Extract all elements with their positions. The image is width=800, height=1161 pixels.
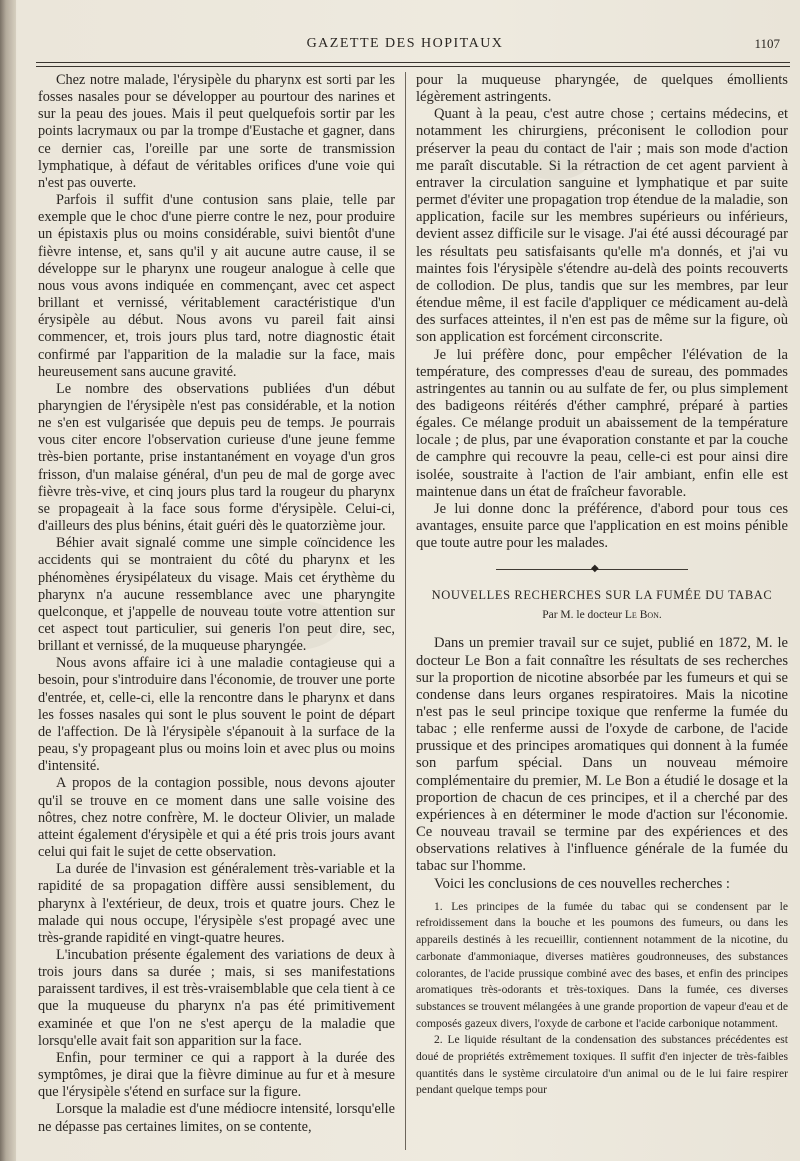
page-number: 1107 — [754, 36, 780, 51]
page-header — [30, 36, 780, 62]
paragraph: L'incubation présente également des variations de deux à trois jours dans sa durée ; mais, si ses manifestations paraissent tardives, il est très-vraisemblable que cela tient à ce que la muqueuse du pharynx n'a pas été primitivement examinée et que l'on ne s'est aperçu de la maladie que lorsqu'elle avait fait son apparition sur la face. — [38, 946, 395, 1049]
header-rule — [36, 62, 790, 67]
byline-author: Le Bon. — [624, 609, 662, 622]
paragraph: Nous avons affaire ici à une maladie contagieuse qui a besoin, pour s'introduire dans l'économie, de trouver une porte d'entrée, et, celle-ci, elle la rencontre dans le pharynx et dans les fosses nasales qui sont le plus souvent le point de départ de l'affection. De là l'érysipèle s'épanouit à la surface de la peau, s'y propageant plus ou moins loin et avec plus ou moins d'intensité. — [38, 655, 395, 775]
paragraph: Le nombre des observations publiées d'un début pharyngien de l'érysipèle n'est pas considérable, et la notion ne s'en est vulgarisée que depuis peu de temps. Je pourrais vous citer encore l'observation curieuse d'une jeune femme très-bien portante, prise instantanément en voyage d'un gros frisson, d'un malaise général, d'un peu de mal de gorge avec fièvre très-vive, et cinq jours plus tard la rougeur du pharynx se propageait à la face sous forme d'érysipèle. Celui-ci, d'ailleurs des plus bénins, était guéri dès le quatorzième jour. — [38, 380, 395, 535]
section-separator — [416, 562, 788, 576]
byline — [416, 609, 788, 621]
paragraph: La durée de l'invasion est généralement très-variable et la rapidité de sa propagation diffère aussi sensiblement, du pharynx à l'extérieur, de deux, trois et quatre jours. Chez le malade qui nous occupe, l'érysipèle s'est propagé avec une très-grande rapidité en vingt-quatre heures. — [38, 861, 395, 946]
paragraph: Lorsque la maladie est d'une médiocre intensité, lorsqu'elle ne dépasse pas certaines limites, on se contente, — [38, 1101, 395, 1135]
section-title: NOUVELLES RECHERCHES SUR LA FUMÉE DU TABAC — [431, 588, 773, 603]
paragraph: Je lui préfère donc, pour empêcher l'élévation de la température, des compresses d'eau de sureau, des pommades astringentes au tannin ou au sulfate de fer, ou plus simplement des badigeons réitérés d'éther camphré, préparé à parties égales. Ce mélange produit un abaissement de la température locale ; de plus, par une évaporation constante et par la couche de camphre qui recouvre la peau, celle-ci est pour ainsi dire isolée, soustraite à l'action de l'air ambiant, enfin elle est maintenue dans un état de fraîcheur favorable. — [416, 346, 788, 500]
paragraph: Quant à la peau, c'est autre chose ; certains médecins, et notamment les chirurgiens, préconisent le collodion pour préserver la peau du contact de l'air ; mais son mode d'action me paraît discutable. Si la rétraction de cet agent parvient à entraver la circulation sanguine et lymphatique et par suite permet d'éviter une propagation trop étendue de la maladie, son application, facile sur les membres supérieurs ou inférieurs, devient assez difficile sur le visage. J'ai été aussi découragé par les résultats peu satisfaisants qu'elle m'a donnés, et j'ai vu maintes fois l'érysipèle s'étendre au-delà des points recouverts de collodion. De plus, tandis que sur les membres, par leur étendue même, il est facile d'appliquer ce médicament au-delà des surfaces atteintes, il n'en est pas de même sur la figure, où son application est forcément circonscrite. — [416, 106, 788, 346]
byline-prefix: Par M. le docteur — [542, 609, 623, 622]
paragraph: Je lui donne donc la préférence, d'abord pour tous ces avantages, ensuite parce que l'application en est moins pénible que toute autre pour les malades. — [416, 500, 788, 552]
left-column — [38, 72, 395, 1136]
paragraph: A propos de la contagion possible, nous devons ajouter qu'il se trouve en ce moment dans une salle voisine des nôtres, chez notre confrère, M. le docteur Olivier, un malade atteint également d'érysipèle et qui a été pris trois jours avant celui qui fait le sujet de cette observation. — [38, 775, 395, 861]
paragraph: Parfois il suffit d'une contusion sans plaie, telle par exemple que le choc d'une pierre contre le nez, pour produire un épistaxis plus ou moins considérable, suivi bientôt d'une fièvre intense, et, sans qu'il y ait aucune autre cause, il se développe sur le pharynx une rougeur analogue à celle que nous vous avons indiquée en commençant, avec cet aspect brillant et vernissé, véritablement caractéristique d'un érysipèle au début. Nous avons vu pareil fait ainsi commencer, et, trois jours plus tard, notre diagnostic était confirmé par l'apparition de la maladie sur la face, mais heureusement sans aucune gravité. — [38, 192, 395, 380]
paragraph: Enfin, pour terminer ce qui a rapport à la durée des symptômes, je dirai que la fièvre diminue au fur et à mesure que l'érysipèle s'étend en surface sur la figure. — [38, 1049, 395, 1101]
publication-title: GAZETTE DES HOPITAUX — [306, 36, 504, 51]
separator-ornament: ◆ — [591, 563, 599, 575]
column-divider — [405, 72, 406, 1150]
paragraph: Dans un premier travail sur ce sujet, publié en 1872, M. le docteur Le Bon a fait connaître les résultats de ses recherches sur la proportion de nicotine absorbée par les fumeurs et qui se condense dans leurs organes respiratoires. Mais la nicotine n'est pas le seul principe toxique que renferme la fumée du tabac ; elle renferme aussi de l'oxyde de carbone, de l'acide prussique et des principes aromatiques qui donnent à la fumée son parfum spécial. Dans un nouveau mémoire complémentaire du premier, M. Le Bon a étudié le dosage et la proportion de chacun de ces principes, et il a cherché par des expériences à en déterminer le mode d'action sur l'économie. Ce nouveau travail se termine par des expériences et des observations relatives à l'influence générale de la fumée du tabac sur l'homme. — [416, 635, 788, 875]
paragraph: pour la muqueuse pharyngée, de quelques émollients légèrement astringents. — [416, 72, 788, 106]
right-column — [416, 72, 788, 1099]
conclusion-item: 2. Le liquide résultant de la condensation des substances précédentes est doué de propriétés extrêmement toxiques. Il suffit d'en injecter de très-faibles quantités dans le système circulatoire d'un animal ou de le lui faire respirer pendant quelque temps pour — [416, 1033, 788, 1097]
page-binding-edge — [0, 0, 16, 1161]
paragraph: Voici les conclusions de ces nouvelles recherches : — [434, 875, 730, 892]
paragraph: Béhier avait signalé comme une simple coïncidence les accidents qui se montraient du côté du pharynx et les phénomènes érysipélateux du visage. Mais cet érythème du pharynx n'a aucune ressemblance avec une pharyngite quelconque, et j'appelle de nouveau toute votre attention sur cet aspect tout particulier, sui generis l'on peut dire, sec, brillant et vernissé, de la muqueuse pharyngée. — [38, 535, 395, 655]
paragraph: Chez notre malade, l'érysipèle du pharynx est sorti par les fosses nasales pour se développer au pourtour des narines et sur la peau des joues. Mais il peut quelquefois sortir par les points lacrymaux ou par la trompe d'Eustache et gagner, dans ce dernier cas, l'oreille par une sorte de transmission lymphatique, à défaut de véritables orifices d'une voie qui n'est pas ouverte. — [38, 72, 395, 191]
conclusion-item: 1. Les principes de la fumée du tabac qui se condensent par le refroidissement dans la bouche et les poumons des fumeurs, ou dans les appareils destinés à les recueillir, contiennent notamment de la nicotine, du carbonate d'ammoniaque, diverses matières goudronneuses, des substances colorantes, de l'acide prussique combiné avec des bases, et enfin des principes aromatiques très-odorants et très-toxiques. Dans la fumée, ces diverses substances se trouvent mélangées à une grande proportion de vapeur d'eau et de composés gazeux divers, l'oxyde de carbone et l'acide carbonique notamment. — [416, 899, 788, 1030]
